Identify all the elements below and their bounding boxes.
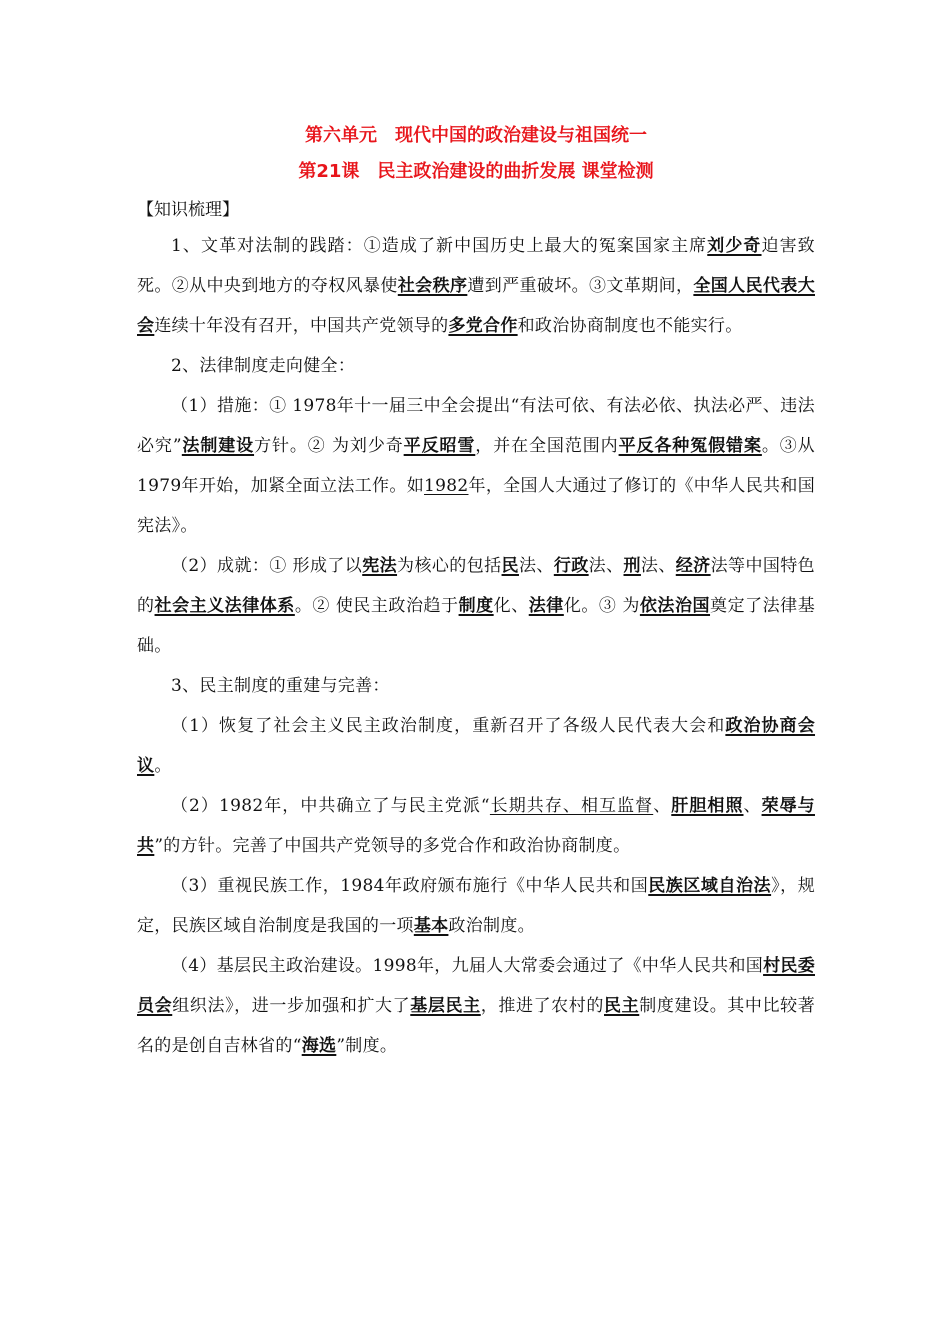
paragraph	[137, 706, 815, 786]
lesson-title: 第21课 民主政治建设的曲折发展 课堂检测	[298, 161, 654, 182]
paragraph-list	[137, 226, 815, 1066]
section-label: 【知识梳理】	[137, 200, 239, 220]
paragraph-text: 制度建设。其中比较著名的是创自吉林省的“	[137, 996, 816, 1056]
paragraph	[137, 346, 815, 386]
answer-keyword: 社会秩序	[397, 276, 468, 296]
document-page	[137, 118, 815, 1066]
paragraph-text: ，推进了农村的	[480, 996, 605, 1016]
paragraph-text: 遭到严重破坏。③文革期间，	[467, 276, 694, 296]
paragraph	[137, 386, 815, 546]
paragraph-text: 3、民主制度的重建与完善：	[171, 676, 390, 696]
paragraph-text: 2、法律制度走向健全：	[171, 356, 356, 376]
paragraph-text: 法等中国特色的	[137, 556, 815, 616]
answer-keyword: 荣辱与共	[137, 796, 815, 856]
paragraph	[137, 226, 815, 346]
answer-keyword: 政治协商会议	[137, 716, 816, 776]
paragraph-text: 法、	[640, 556, 676, 576]
paragraph	[137, 866, 815, 946]
paragraph-text: 年，全国人大通过了修订的《中华人民共和国宪法》。	[137, 476, 815, 536]
paragraph-text: 化、	[493, 596, 529, 616]
paragraph-text: （3）重视民族工作，1984年政府颁布施行《中华人民共和国	[171, 876, 649, 896]
paragraph-text: （1）措施：① 1978年十一届三中全会提出“有法可依、有法必依、执法必严、违法必究”	[137, 396, 815, 456]
answer-keyword: 民族区域自治法	[648, 876, 772, 896]
paragraph-text: 为核心的包括	[397, 556, 502, 576]
answer-keyword: 法制建设	[181, 436, 255, 456]
answer-keyword: 民	[501, 556, 519, 576]
answer-keyword: 肝胆相照	[671, 796, 744, 816]
paragraph-text: 、	[653, 796, 672, 816]
answer-keyword: 海选	[301, 1036, 337, 1056]
paragraph	[137, 546, 815, 666]
answer-keyword: 基层民主	[410, 996, 481, 1016]
paragraph-text: 方针。② 为刘少奇	[254, 436, 404, 456]
answer-keyword: 社会主义法律体系	[154, 596, 295, 616]
paragraph-text: （2）成就：① 形成了以	[171, 556, 363, 576]
paragraph-text: 。③从1979年开始，加紧全面立法工作。如	[137, 436, 815, 496]
paragraph-text: 和政治协商制度也不能实行。	[517, 316, 743, 336]
answer-keyword: 行政	[553, 556, 589, 576]
underlined-text: 1982	[424, 476, 469, 496]
paragraph-text: 化。③ 为	[563, 596, 640, 616]
paragraph-text: （1）恢复了社会主义民主政治制度，重新召开了各级人民代表大会和	[171, 716, 726, 736]
paragraph-text: 、	[743, 796, 762, 816]
answer-keyword: 刑	[623, 556, 641, 576]
paragraph-text: ”制度。	[336, 1036, 398, 1056]
paragraph-text: 政治制度。	[448, 916, 535, 936]
paragraph-text: 。② 使民主政治趋于	[294, 596, 459, 616]
answer-keyword: 依法治国	[639, 596, 711, 616]
answer-keyword: 基本	[413, 916, 449, 936]
answer-keyword: 平反各种冤假错案	[618, 436, 762, 456]
answer-keyword: 多党合作	[448, 316, 518, 336]
paragraph-text: 组织法》，进一步加强和扩大了	[172, 996, 411, 1016]
paragraph-text: 》，规定，民族区域自治制度是我国的一项	[137, 876, 815, 936]
answer-keyword: 平反昭雪	[403, 436, 476, 456]
paragraph-text: ”的方针。完善了中国共产党领导的多党合作和政治协商制度。	[154, 836, 631, 856]
answer-keyword: 制度	[458, 596, 494, 616]
paragraph-text: （2）1982年，中共确立了与民主党派“	[171, 796, 490, 816]
paragraph	[137, 946, 815, 1066]
answer-keyword: 民主	[604, 996, 640, 1016]
underlined-text: 长期共存、相互监督	[489, 796, 654, 816]
paragraph-text: 法、	[518, 556, 554, 576]
paragraph-text: 连续十年没有召开，中国共产党领导的	[154, 316, 449, 336]
paragraph-text: 。	[154, 756, 172, 776]
answer-keyword: 村民委员会	[137, 956, 815, 1016]
paragraph-text: ，并在全国范围内	[475, 436, 619, 456]
answer-keyword: 宪法	[362, 556, 398, 576]
paragraph-text: 1、文革对法制的践踏：①造成了新中国历史上最大的冤案国家主席	[171, 236, 708, 256]
answer-keyword: 经济	[675, 556, 711, 576]
paragraph-text: 法、	[588, 556, 624, 576]
paragraph-text: 奠定了法律基础。	[137, 596, 816, 656]
paragraph-text: 迫害致死。②从中央到地方的夺权风暴使	[137, 236, 815, 296]
unit-title: 第六单元 现代中国的政治建设与祖国统一	[305, 125, 647, 146]
paragraph	[137, 666, 815, 706]
answer-keyword: 全国人民代表大会	[137, 276, 815, 336]
answer-keyword: 法律	[528, 596, 564, 616]
paragraph-text: （4）基层民主政治建设。1998年，九届人大常委会通过了《中华人民共和国	[171, 956, 764, 976]
answer-keyword: 刘少奇	[707, 236, 762, 256]
paragraph	[137, 786, 815, 866]
